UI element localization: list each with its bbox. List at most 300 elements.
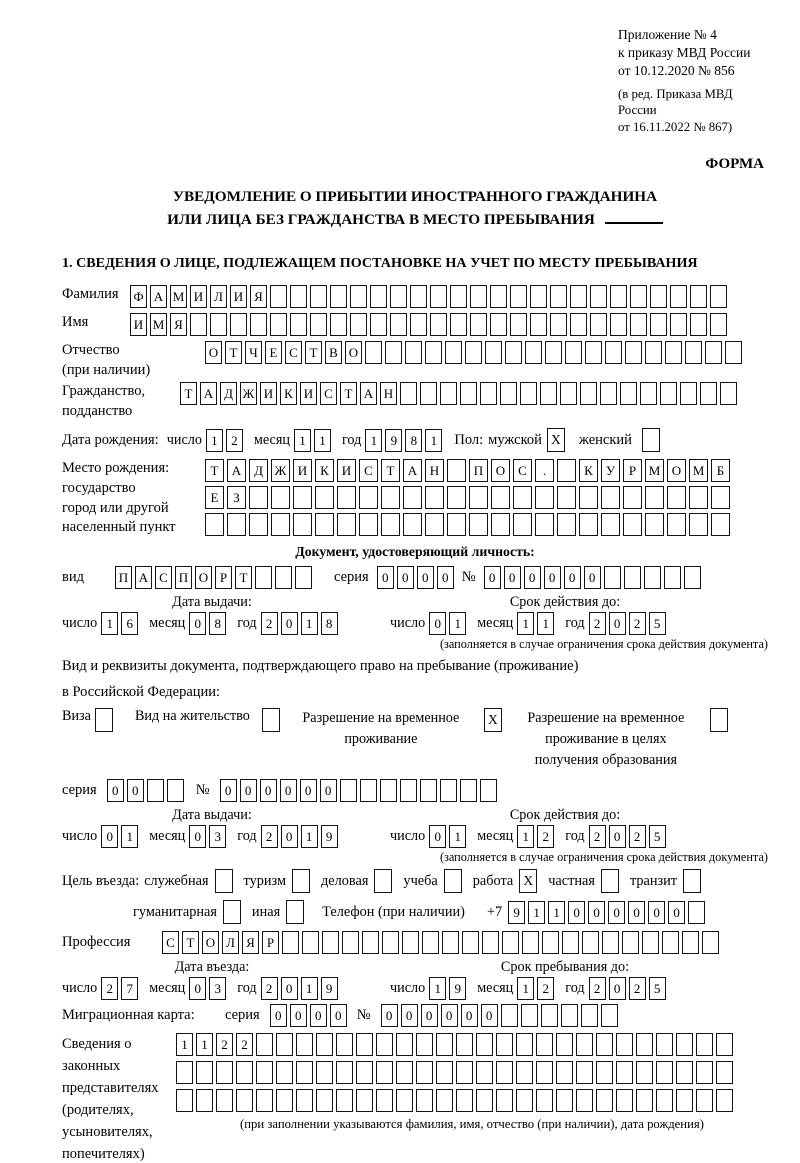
char-cell[interactable] <box>716 1061 733 1084</box>
char-cell[interactable] <box>282 931 299 954</box>
char-cell[interactable]: 1 <box>425 429 442 452</box>
char-cell[interactable] <box>316 1061 333 1084</box>
char-cell[interactable] <box>403 513 422 536</box>
char-cell[interactable]: А <box>360 382 377 405</box>
char-cell[interactable]: 1 <box>537 612 554 635</box>
char-cell[interactable] <box>469 513 488 536</box>
iddoc-expiry-month[interactable] <box>517 612 554 635</box>
char-cell[interactable]: Р <box>262 931 279 954</box>
char-cell[interactable]: В <box>325 341 342 364</box>
char-cell[interactable] <box>456 1089 473 1112</box>
iddoc-issue-month[interactable] <box>189 612 226 635</box>
char-cell[interactable]: Ф <box>130 285 147 308</box>
char-cell[interactable]: 0 <box>609 977 626 1000</box>
char-cell[interactable] <box>624 566 641 589</box>
char-cell[interactable]: 1 <box>449 612 466 635</box>
char-cell[interactable]: 0 <box>220 779 237 802</box>
purpose-official-checkbox[interactable] <box>215 869 233 893</box>
char-cell[interactable] <box>403 486 422 509</box>
char-cell[interactable]: 0 <box>568 901 585 924</box>
char-cell[interactable] <box>541 1004 558 1027</box>
char-cell[interactable]: 0 <box>397 566 414 589</box>
char-cell[interactable] <box>359 513 378 536</box>
char-cell[interactable] <box>690 285 707 308</box>
char-cell[interactable] <box>522 931 539 954</box>
char-cell[interactable]: П <box>115 566 132 589</box>
residence-permit-checkbox[interactable] <box>262 708 280 732</box>
char-cell[interactable] <box>557 459 576 482</box>
char-cell[interactable] <box>396 1089 413 1112</box>
char-cell[interactable] <box>505 341 522 364</box>
char-cell[interactable] <box>356 1033 373 1056</box>
char-cell[interactable] <box>630 285 647 308</box>
char-cell[interactable]: 0 <box>377 566 394 589</box>
char-cell[interactable] <box>402 931 419 954</box>
char-cell[interactable] <box>276 1033 293 1056</box>
char-cell[interactable]: Я <box>242 931 259 954</box>
char-cell[interactable] <box>255 566 272 589</box>
char-cell[interactable] <box>676 1033 693 1056</box>
char-cell[interactable]: 0 <box>381 1004 398 1027</box>
char-cell[interactable]: 0 <box>648 901 665 924</box>
char-cell[interactable]: 6 <box>121 612 138 635</box>
char-cell[interactable]: 9 <box>449 977 466 1000</box>
resdoc-expiry-month[interactable] <box>517 825 554 848</box>
char-cell[interactable]: Т <box>235 566 252 589</box>
char-cell[interactable] <box>581 1004 598 1027</box>
char-cell[interactable] <box>682 931 699 954</box>
char-cell[interactable] <box>315 513 334 536</box>
char-cell[interactable]: Т <box>305 341 322 364</box>
char-cell[interactable] <box>491 486 510 509</box>
char-cell[interactable]: С <box>513 459 532 482</box>
char-cell[interactable] <box>716 1089 733 1112</box>
char-cell[interactable]: 8 <box>321 612 338 635</box>
phone-cells[interactable] <box>508 901 705 924</box>
temp-permit-checkbox[interactable]: X <box>484 708 502 732</box>
char-cell[interactable] <box>436 1033 453 1056</box>
char-cell[interactable] <box>436 1061 453 1084</box>
char-cell[interactable] <box>636 1033 653 1056</box>
char-cell[interactable] <box>390 313 407 336</box>
char-cell[interactable]: 0 <box>270 1004 287 1027</box>
char-cell[interactable] <box>337 513 356 536</box>
char-cell[interactable]: С <box>285 341 302 364</box>
char-cell[interactable] <box>536 1033 553 1056</box>
char-cell[interactable]: 0 <box>330 1004 347 1027</box>
char-cell[interactable] <box>385 341 402 364</box>
char-cell[interactable]: 0 <box>189 612 206 635</box>
representatives-cells-row1[interactable] <box>176 1033 768 1056</box>
char-cell[interactable]: А <box>403 459 422 482</box>
char-cell[interactable] <box>295 566 312 589</box>
char-cell[interactable] <box>420 382 437 405</box>
char-cell[interactable]: 0 <box>401 1004 418 1027</box>
char-cell[interactable] <box>521 1004 538 1027</box>
char-cell[interactable] <box>336 1089 353 1112</box>
char-cell[interactable] <box>616 1089 633 1112</box>
char-cell[interactable] <box>570 285 587 308</box>
char-cell[interactable] <box>535 486 554 509</box>
char-cell[interactable] <box>513 486 532 509</box>
char-cell[interactable] <box>520 382 537 405</box>
char-cell[interactable]: Д <box>220 382 237 405</box>
char-cell[interactable] <box>275 566 292 589</box>
char-cell[interactable]: 1 <box>429 977 446 1000</box>
char-cell[interactable]: 0 <box>240 779 257 802</box>
char-cell[interactable] <box>616 1033 633 1056</box>
char-cell[interactable] <box>476 1033 493 1056</box>
char-cell[interactable]: 0 <box>260 779 277 802</box>
char-cell[interactable] <box>705 341 722 364</box>
char-cell[interactable] <box>579 513 598 536</box>
char-cell[interactable]: 8 <box>405 429 422 452</box>
char-cell[interactable] <box>216 1089 233 1112</box>
birthplace-cells-row3[interactable] <box>205 513 730 536</box>
char-cell[interactable] <box>350 285 367 308</box>
char-cell[interactable] <box>476 1089 493 1112</box>
char-cell[interactable]: Т <box>182 931 199 954</box>
char-cell[interactable]: Т <box>340 382 357 405</box>
char-cell[interactable] <box>336 1061 353 1084</box>
char-cell[interactable] <box>689 486 708 509</box>
char-cell[interactable]: О <box>205 341 222 364</box>
char-cell[interactable]: К <box>280 382 297 405</box>
char-cell[interactable]: О <box>195 566 212 589</box>
char-cell[interactable] <box>530 313 547 336</box>
char-cell[interactable] <box>480 779 497 802</box>
char-cell[interactable] <box>410 285 427 308</box>
char-cell[interactable]: М <box>689 459 708 482</box>
char-cell[interactable] <box>425 513 444 536</box>
char-cell[interactable]: 0 <box>524 566 541 589</box>
char-cell[interactable] <box>227 513 246 536</box>
char-cell[interactable] <box>416 1089 433 1112</box>
char-cell[interactable]: 0 <box>608 901 625 924</box>
char-cell[interactable]: 1 <box>314 429 331 452</box>
purpose-tourism-checkbox[interactable] <box>292 869 310 893</box>
char-cell[interactable] <box>664 566 681 589</box>
char-cell[interactable] <box>720 382 737 405</box>
char-cell[interactable] <box>640 382 657 405</box>
char-cell[interactable]: А <box>150 285 167 308</box>
char-cell[interactable] <box>690 313 707 336</box>
char-cell[interactable]: 1 <box>121 825 138 848</box>
char-cell[interactable] <box>576 1089 593 1112</box>
char-cell[interactable]: 0 <box>504 566 521 589</box>
char-cell[interactable]: 1 <box>528 901 545 924</box>
char-cell[interactable] <box>630 313 647 336</box>
char-cell[interactable] <box>670 285 687 308</box>
char-cell[interactable] <box>440 382 457 405</box>
char-cell[interactable]: 1 <box>206 429 223 452</box>
char-cell[interactable] <box>337 486 356 509</box>
char-cell[interactable] <box>501 1004 518 1027</box>
char-cell[interactable] <box>382 931 399 954</box>
char-cell[interactable] <box>176 1089 193 1112</box>
char-cell[interactable]: 2 <box>537 825 554 848</box>
char-cell[interactable]: А <box>135 566 152 589</box>
char-cell[interactable] <box>542 931 559 954</box>
char-cell[interactable]: 0 <box>609 612 626 635</box>
char-cell[interactable]: Е <box>205 486 224 509</box>
char-cell[interactable]: 2 <box>589 825 606 848</box>
char-cell[interactable]: 1 <box>301 612 318 635</box>
char-cell[interactable] <box>610 285 627 308</box>
char-cell[interactable] <box>310 285 327 308</box>
char-cell[interactable] <box>490 313 507 336</box>
char-cell[interactable] <box>480 382 497 405</box>
purpose-transit-checkbox[interactable] <box>683 869 701 893</box>
char-cell[interactable] <box>696 1061 713 1084</box>
char-cell[interactable]: 3 <box>209 825 226 848</box>
char-cell[interactable]: 0 <box>320 779 337 802</box>
char-cell[interactable]: 0 <box>300 779 317 802</box>
char-cell[interactable] <box>381 513 400 536</box>
char-cell[interactable] <box>582 931 599 954</box>
char-cell[interactable] <box>485 341 502 364</box>
char-cell[interactable]: 0 <box>609 825 626 848</box>
char-cell[interactable]: О <box>202 931 219 954</box>
char-cell[interactable] <box>336 1033 353 1056</box>
char-cell[interactable]: 0 <box>429 612 446 635</box>
char-cell[interactable] <box>496 1089 513 1112</box>
char-cell[interactable] <box>470 313 487 336</box>
char-cell[interactable]: А <box>227 459 246 482</box>
representatives-cells-row2[interactable] <box>176 1061 768 1084</box>
char-cell[interactable] <box>430 285 447 308</box>
char-cell[interactable] <box>616 1061 633 1084</box>
char-cell[interactable]: 0 <box>189 977 206 1000</box>
char-cell[interactable] <box>540 382 557 405</box>
char-cell[interactable] <box>190 313 207 336</box>
char-cell[interactable] <box>400 382 417 405</box>
char-cell[interactable]: 5 <box>649 977 666 1000</box>
stay-year[interactable] <box>589 977 666 1000</box>
char-cell[interactable] <box>370 313 387 336</box>
char-cell[interactable] <box>460 382 477 405</box>
char-cell[interactable] <box>236 1089 253 1112</box>
char-cell[interactable] <box>725 341 742 364</box>
char-cell[interactable]: 8 <box>209 612 226 635</box>
char-cell[interactable] <box>362 931 379 954</box>
char-cell[interactable] <box>711 513 730 536</box>
char-cell[interactable]: М <box>170 285 187 308</box>
char-cell[interactable] <box>271 513 290 536</box>
char-cell[interactable] <box>365 341 382 364</box>
char-cell[interactable] <box>590 285 607 308</box>
char-cell[interactable] <box>604 566 621 589</box>
char-cell[interactable]: 2 <box>236 1033 253 1056</box>
char-cell[interactable] <box>556 1089 573 1112</box>
char-cell[interactable]: 1 <box>517 977 534 1000</box>
char-cell[interactable]: А <box>200 382 217 405</box>
char-cell[interactable] <box>147 779 164 802</box>
char-cell[interactable]: 1 <box>301 825 318 848</box>
char-cell[interactable] <box>230 313 247 336</box>
char-cell[interactable] <box>430 313 447 336</box>
purpose-business-checkbox[interactable] <box>374 869 392 893</box>
char-cell[interactable] <box>256 1061 273 1084</box>
char-cell[interactable]: Т <box>381 459 400 482</box>
patronymic-cells[interactable] <box>205 341 742 364</box>
char-cell[interactable]: 9 <box>508 901 525 924</box>
char-cell[interactable] <box>469 486 488 509</box>
char-cell[interactable]: 0 <box>127 779 144 802</box>
char-cell[interactable]: 0 <box>628 901 645 924</box>
char-cell[interactable] <box>625 341 642 364</box>
char-cell[interactable]: И <box>293 459 312 482</box>
char-cell[interactable] <box>565 341 582 364</box>
char-cell[interactable]: 0 <box>421 1004 438 1027</box>
char-cell[interactable]: 0 <box>280 779 297 802</box>
char-cell[interactable] <box>645 513 664 536</box>
char-cell[interactable] <box>642 931 659 954</box>
char-cell[interactable] <box>410 313 427 336</box>
char-cell[interactable] <box>535 513 554 536</box>
char-cell[interactable] <box>447 513 466 536</box>
char-cell[interactable] <box>270 285 287 308</box>
char-cell[interactable] <box>436 1089 453 1112</box>
birthplace-cells-row2[interactable] <box>205 486 730 509</box>
char-cell[interactable]: И <box>337 459 356 482</box>
char-cell[interactable]: 1 <box>449 825 466 848</box>
char-cell[interactable]: 2 <box>589 612 606 635</box>
char-cell[interactable] <box>490 285 507 308</box>
resdoc-issue-day[interactable] <box>101 825 138 848</box>
char-cell[interactable] <box>562 931 579 954</box>
char-cell[interactable] <box>290 313 307 336</box>
char-cell[interactable] <box>370 285 387 308</box>
char-cell[interactable] <box>360 779 377 802</box>
char-cell[interactable] <box>645 341 662 364</box>
char-cell[interactable]: 2 <box>226 429 243 452</box>
char-cell[interactable] <box>296 1061 313 1084</box>
char-cell[interactable] <box>442 931 459 954</box>
char-cell[interactable]: 0 <box>481 1004 498 1027</box>
char-cell[interactable] <box>420 779 437 802</box>
char-cell[interactable]: С <box>155 566 172 589</box>
iddoc-issue-year[interactable] <box>261 612 338 635</box>
char-cell[interactable]: Л <box>222 931 239 954</box>
char-cell[interactable] <box>636 1061 653 1084</box>
char-cell[interactable] <box>545 341 562 364</box>
char-cell[interactable]: 0 <box>290 1004 307 1027</box>
char-cell[interactable]: 0 <box>461 1004 478 1027</box>
char-cell[interactable] <box>270 313 287 336</box>
char-cell[interactable] <box>322 931 339 954</box>
char-cell[interactable]: . <box>535 459 554 482</box>
edu-permit-checkbox[interactable] <box>710 708 728 732</box>
char-cell[interactable] <box>425 486 444 509</box>
purpose-work-checkbox[interactable]: X <box>519 869 537 893</box>
char-cell[interactable] <box>650 313 667 336</box>
char-cell[interactable] <box>620 382 637 405</box>
char-cell[interactable] <box>656 1089 673 1112</box>
char-cell[interactable] <box>623 486 642 509</box>
char-cell[interactable]: Т <box>180 382 197 405</box>
entry-day[interactable] <box>101 977 138 1000</box>
char-cell[interactable] <box>460 779 477 802</box>
char-cell[interactable] <box>496 1061 513 1084</box>
char-cell[interactable] <box>205 513 224 536</box>
char-cell[interactable]: С <box>162 931 179 954</box>
char-cell[interactable]: О <box>667 459 686 482</box>
char-cell[interactable] <box>557 486 576 509</box>
char-cell[interactable] <box>340 779 357 802</box>
doc-number-cells[interactable] <box>484 566 701 589</box>
char-cell[interactable] <box>302 931 319 954</box>
char-cell[interactable] <box>356 1089 373 1112</box>
char-cell[interactable] <box>680 382 697 405</box>
char-cell[interactable] <box>316 1033 333 1056</box>
surname-cells[interactable] <box>130 285 727 308</box>
char-cell[interactable] <box>536 1089 553 1112</box>
char-cell[interactable] <box>525 341 542 364</box>
char-cell[interactable] <box>330 313 347 336</box>
char-cell[interactable] <box>662 931 679 954</box>
char-cell[interactable] <box>556 1033 573 1056</box>
char-cell[interactable] <box>376 1089 393 1112</box>
char-cell[interactable] <box>516 1061 533 1084</box>
char-cell[interactable] <box>676 1061 693 1084</box>
char-cell[interactable]: 1 <box>517 825 534 848</box>
entry-month[interactable] <box>189 977 226 1000</box>
char-cell[interactable] <box>502 931 519 954</box>
char-cell[interactable] <box>376 1061 393 1084</box>
purpose-private-checkbox[interactable] <box>601 869 619 893</box>
purpose-study-checkbox[interactable] <box>444 869 462 893</box>
char-cell[interactable] <box>210 313 227 336</box>
char-cell[interactable] <box>342 931 359 954</box>
char-cell[interactable] <box>359 486 378 509</box>
char-cell[interactable] <box>711 486 730 509</box>
char-cell[interactable] <box>605 341 622 364</box>
char-cell[interactable] <box>550 285 567 308</box>
stay-day[interactable] <box>429 977 466 1000</box>
char-cell[interactable]: З <box>227 486 246 509</box>
char-cell[interactable] <box>356 1061 373 1084</box>
char-cell[interactable]: 1 <box>517 612 534 635</box>
char-cell[interactable] <box>530 285 547 308</box>
char-cell[interactable] <box>602 931 619 954</box>
char-cell[interactable] <box>650 285 667 308</box>
purpose-humanitarian-checkbox[interactable] <box>223 900 241 924</box>
char-cell[interactable]: 0 <box>281 825 298 848</box>
sex-female-checkbox[interactable] <box>642 428 660 452</box>
char-cell[interactable]: 1 <box>196 1033 213 1056</box>
char-cell[interactable]: С <box>320 382 337 405</box>
char-cell[interactable] <box>513 513 532 536</box>
char-cell[interactable] <box>716 1033 733 1056</box>
char-cell[interactable]: П <box>469 459 488 482</box>
char-cell[interactable] <box>510 313 527 336</box>
char-cell[interactable] <box>670 313 687 336</box>
char-cell[interactable]: Я <box>170 313 187 336</box>
char-cell[interactable] <box>350 313 367 336</box>
char-cell[interactable] <box>315 486 334 509</box>
char-cell[interactable] <box>576 1061 593 1084</box>
char-cell[interactable] <box>665 341 682 364</box>
char-cell[interactable] <box>580 382 597 405</box>
char-cell[interactable]: К <box>579 459 598 482</box>
char-cell[interactable] <box>310 313 327 336</box>
char-cell[interactable] <box>645 486 664 509</box>
char-cell[interactable]: 0 <box>281 977 298 1000</box>
char-cell[interactable]: 5 <box>649 825 666 848</box>
char-cell[interactable] <box>290 285 307 308</box>
char-cell[interactable] <box>500 382 517 405</box>
